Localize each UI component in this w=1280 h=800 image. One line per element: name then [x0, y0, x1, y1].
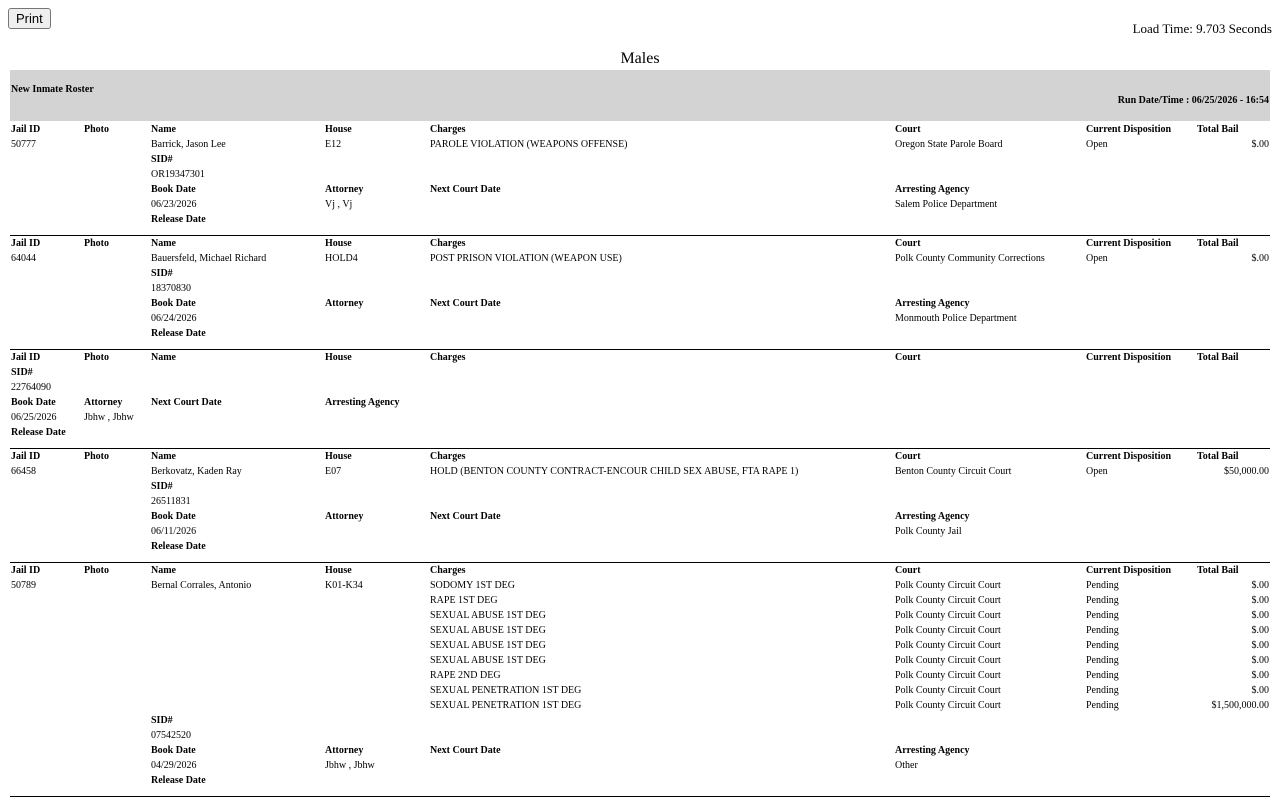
inmate-record	[10, 449, 1270, 563]
charge-court: Polk County Circuit Court	[895, 670, 1001, 681]
disposition-label: Current Disposition	[1086, 352, 1172, 363]
arresting-agency-value: Other	[895, 760, 918, 771]
sid-value: OR19347301	[151, 169, 205, 180]
charges-label: Charges	[430, 565, 466, 576]
charge-description: HOLD (BENTON COUNTY CONTRACT-ENCOUR CHILD SEX ABUSE, FTA RAPE 1)	[430, 466, 799, 477]
attorney-label: Attorney	[84, 397, 123, 408]
house-value: HOLD4	[325, 253, 358, 264]
disposition-label: Current Disposition	[1086, 451, 1172, 462]
charge-disposition: Pending	[1086, 595, 1119, 606]
court-label: Court	[895, 565, 921, 576]
charge-disposition: Pending	[1086, 685, 1119, 696]
inmate-record	[10, 563, 1270, 797]
charges-label: Charges	[430, 124, 466, 135]
photo-label: Photo	[84, 124, 109, 135]
sid-value: 22764090	[11, 382, 51, 393]
charge-bail: $.00	[1251, 610, 1269, 621]
disposition-label: Current Disposition	[1086, 565, 1172, 576]
release-date-label: Release Date	[151, 775, 206, 786]
release-date-label: Release Date	[151, 328, 206, 339]
load-time: Load Time: 9.703 Seconds	[1132, 21, 1272, 36]
charge-description: SEXUAL PENETRATION 1ST DEG	[430, 700, 582, 711]
disposition-label: Current Disposition	[1086, 238, 1172, 249]
arresting-agency-label: Arresting Agency	[895, 511, 970, 522]
charge-court: Polk County Circuit Court	[895, 625, 1001, 636]
inmate-record	[10, 236, 1270, 350]
inmate-name: Berkovatz, Kaden Ray	[151, 466, 242, 477]
charge-description: SEXUAL ABUSE 1ST DEG	[430, 625, 546, 636]
court-label: Court	[895, 124, 921, 135]
charge-disposition: Pending	[1086, 655, 1119, 666]
charge-description: RAPE 1ST DEG	[430, 595, 498, 606]
total-bail-label: Total Bail	[1197, 238, 1239, 249]
sid-label: SID#	[11, 367, 33, 378]
charge-court: Oregon State Parole Board	[895, 139, 1003, 150]
charges-label: Charges	[430, 352, 466, 363]
charge-disposition: Open	[1086, 139, 1108, 150]
sid-label: SID#	[151, 154, 173, 165]
charge-bail: $.00	[1251, 580, 1269, 591]
arresting-agency-value: Salem Police Department	[895, 199, 998, 210]
charge-description: SEXUAL ABUSE 1ST DEG	[430, 610, 546, 621]
photo-label: Photo	[84, 352, 109, 363]
jail-id-label: Jail ID	[11, 124, 41, 135]
page-title: Males	[620, 50, 660, 67]
name-label: Name	[151, 565, 176, 576]
jail-id-value: 50789	[11, 580, 36, 591]
book-date-value: 06/24/2026	[151, 313, 197, 324]
charge-disposition: Pending	[1086, 670, 1119, 681]
charge-disposition: Open	[1086, 466, 1108, 477]
charge-disposition: Pending	[1086, 640, 1119, 651]
sid-label: SID#	[151, 481, 173, 492]
house-label: House	[325, 352, 352, 363]
release-date-label: Release Date	[11, 427, 66, 438]
disposition-label: Current Disposition	[1086, 124, 1172, 135]
jail-id-label: Jail ID	[11, 451, 41, 462]
charge-court: Polk County Circuit Court	[895, 595, 1001, 606]
attorney-value: Jbhw , Jbhw	[325, 760, 375, 771]
attorney-label: Attorney	[325, 298, 364, 309]
house-value: E07	[325, 466, 342, 477]
book-date-label: Book Date	[151, 745, 196, 756]
charge-bail: $.00	[1251, 253, 1269, 264]
photo-label: Photo	[84, 451, 109, 462]
charge-bail: $.00	[1251, 655, 1269, 666]
roster-label: New Inmate Roster	[11, 84, 94, 95]
arresting-agency-label: Arresting Agency	[895, 298, 970, 309]
book-date-label: Book Date	[151, 184, 196, 195]
sid-label: SID#	[151, 715, 173, 726]
release-date-label: Release Date	[151, 541, 206, 552]
inmate-record	[10, 122, 1270, 236]
inmate-record	[10, 350, 1270, 449]
next-court-date-label: Next Court Date	[430, 745, 501, 756]
inmate-name: Barrick, Jason Lee	[151, 139, 226, 150]
book-date-value: 06/25/2026	[11, 412, 57, 423]
charge-description: RAPE 2ND DEG	[430, 670, 501, 681]
next-court-date-label: Next Court Date	[151, 397, 222, 408]
book-date-value: 04/29/2026	[151, 760, 197, 771]
arresting-agency-value: Monmouth Police Department	[895, 313, 1017, 324]
name-label: Name	[151, 451, 176, 462]
sid-label: SID#	[151, 268, 173, 279]
house-label: House	[325, 565, 352, 576]
charge-court: Polk County Community Corrections	[895, 253, 1045, 264]
charge-court: Polk County Circuit Court	[895, 655, 1001, 666]
house-label: House	[325, 124, 352, 135]
court-label: Court	[895, 352, 921, 363]
charge-court: Polk County Circuit Court	[895, 580, 1001, 591]
arresting-agency-label: Arresting Agency	[895, 745, 970, 756]
inmate-name: Bauersfeld, Michael Richard	[151, 253, 267, 264]
sid-value: 26511831	[151, 496, 191, 507]
book-date-label: Book Date	[11, 397, 56, 408]
attorney-label: Attorney	[325, 511, 364, 522]
charge-bail: $50,000.00	[1224, 466, 1269, 477]
total-bail-label: Total Bail	[1197, 124, 1239, 135]
house-label: House	[325, 451, 352, 462]
charge-disposition: Open	[1086, 253, 1108, 264]
charge-bail: $1,500,000.00	[1211, 700, 1269, 711]
total-bail-label: Total Bail	[1197, 352, 1239, 363]
jail-id-label: Jail ID	[11, 238, 41, 249]
house-label: House	[325, 238, 352, 249]
arresting-agency-label: Arresting Agency	[325, 397, 400, 408]
attorney-value: Jbhw , Jbhw	[84, 412, 134, 423]
charge-court: Benton County Circuit Court	[895, 466, 1012, 477]
court-label: Court	[895, 238, 921, 249]
sid-value: 18370830	[151, 283, 191, 294]
run-datetime: Run Date/Time : 06/25/2026 - 16:54	[1117, 95, 1269, 106]
charge-bail: $.00	[1251, 640, 1269, 651]
attorney-value: Vj , Vj	[325, 199, 353, 210]
attorney-label: Attorney	[325, 184, 364, 195]
next-court-date-label: Next Court Date	[430, 184, 501, 195]
charge-court: Polk County Circuit Court	[895, 700, 1001, 711]
roster-banner	[10, 70, 1270, 121]
charge-disposition: Pending	[1086, 625, 1119, 636]
charge-bail: $.00	[1251, 139, 1269, 150]
jail-id-value: 50777	[11, 139, 36, 150]
charge-description: PAROLE VIOLATION (WEAPONS OFFENSE)	[430, 139, 628, 150]
name-label: Name	[151, 352, 176, 363]
charge-court: Polk County Circuit Court	[895, 640, 1001, 651]
charge-disposition: Pending	[1086, 700, 1119, 711]
book-date-value: 06/23/2026	[151, 199, 197, 210]
next-court-date-label: Next Court Date	[430, 511, 501, 522]
house-value: E12	[325, 139, 342, 150]
charge-bail: $.00	[1251, 595, 1269, 606]
total-bail-label: Total Bail	[1197, 451, 1239, 462]
name-label: Name	[151, 238, 176, 249]
book-date-label: Book Date	[151, 298, 196, 309]
print-button[interactable]: Print	[8, 8, 51, 29]
house-value: K01-K34	[325, 580, 363, 591]
name-label: Name	[151, 124, 176, 135]
charges-label: Charges	[430, 238, 466, 249]
book-date-label: Book Date	[151, 511, 196, 522]
release-date-label: Release Date	[151, 214, 206, 225]
jail-id-label: Jail ID	[11, 352, 41, 363]
arresting-agency-label: Arresting Agency	[895, 184, 970, 195]
charge-bail: $.00	[1251, 670, 1269, 681]
charge-bail: $.00	[1251, 625, 1269, 636]
photo-label: Photo	[84, 238, 109, 249]
charge-disposition: Pending	[1086, 610, 1119, 621]
total-bail-label: Total Bail	[1197, 565, 1239, 576]
charge-description: POST PRISON VIOLATION (WEAPON USE)	[430, 253, 622, 264]
next-court-date-label: Next Court Date	[430, 298, 501, 309]
charge-court: Polk County Circuit Court	[895, 610, 1001, 621]
inmate-name: Bernal Corrales, Antonio	[151, 580, 252, 591]
court-label: Court	[895, 451, 921, 462]
charge-description: SODOMY 1ST DEG	[430, 580, 516, 591]
jail-id-value: 66458	[11, 466, 36, 477]
photo-label: Photo	[84, 565, 109, 576]
sid-value: 07542520	[151, 730, 191, 741]
jail-id-label: Jail ID	[11, 565, 41, 576]
charge-court: Polk County Circuit Court	[895, 685, 1001, 696]
jail-id-value: 64044	[11, 253, 36, 264]
book-date-value: 06/11/2026	[151, 526, 197, 537]
attorney-label: Attorney	[325, 745, 364, 756]
charge-description: SEXUAL ABUSE 1ST DEG	[430, 640, 546, 651]
charge-description: SEXUAL ABUSE 1ST DEG	[430, 655, 546, 666]
charge-description: SEXUAL PENETRATION 1ST DEG	[430, 685, 582, 696]
arresting-agency-value: Polk County Jail	[895, 526, 962, 537]
charge-bail: $.00	[1251, 685, 1269, 696]
charges-label: Charges	[430, 451, 466, 462]
charge-disposition: Pending	[1086, 580, 1119, 591]
